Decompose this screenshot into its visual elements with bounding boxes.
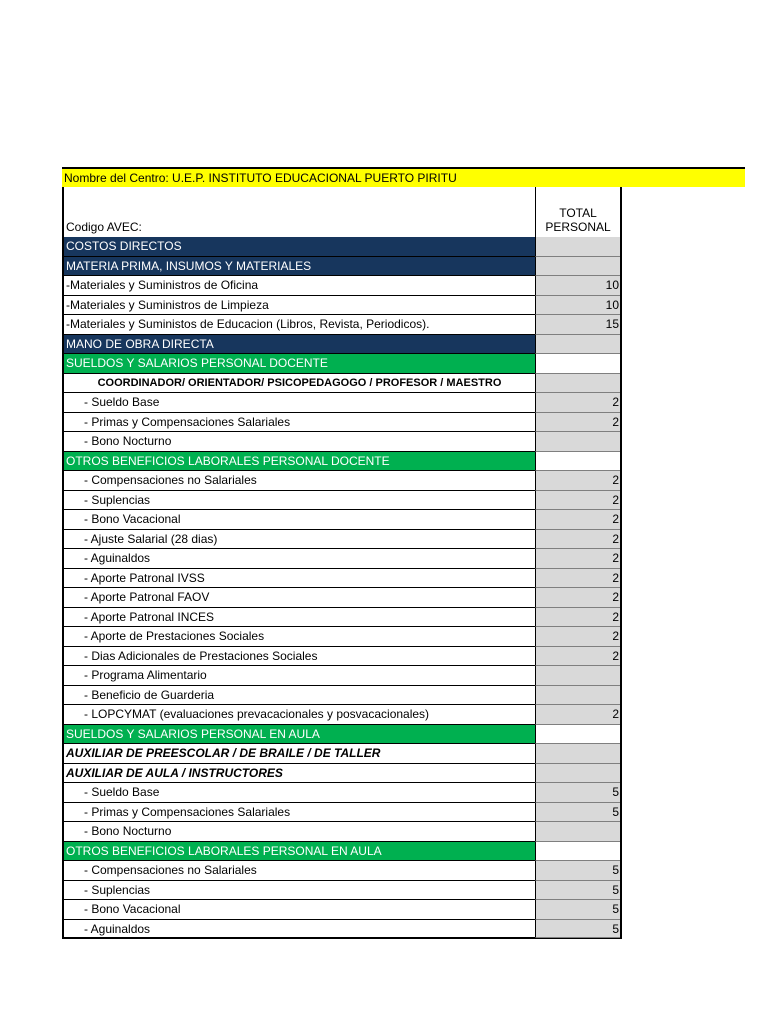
row-total-cell[interactable]: 2 (535, 569, 620, 589)
row-total-cell[interactable]: 2 (535, 627, 620, 647)
row-label: - Suplencias (64, 881, 535, 901)
row-total-cell[interactable] (535, 842, 620, 862)
table-row (62, 276, 622, 296)
row-label: - Bono Vacacional (64, 900, 535, 920)
row-total-cell[interactable] (535, 237, 620, 257)
row-total-cell[interactable]: 5 (535, 783, 620, 803)
row-label: - Suplencias (64, 491, 535, 511)
row-label: SUELDOS Y SALARIOS PERSONAL DOCENTE (64, 354, 535, 374)
table-row (62, 569, 622, 589)
row-total-cell[interactable]: 2 (535, 491, 620, 511)
row-total-cell[interactable]: 5 (535, 861, 620, 881)
row-label: - Compensaciones no Salariales (64, 861, 535, 881)
row-label: OTROS BENEFICIOS LABORALES PERSONAL EN AULA (64, 842, 535, 862)
table-row (62, 725, 622, 745)
row-label: - Aguinaldos (64, 549, 535, 569)
row-total-cell[interactable]: 15 (535, 315, 620, 335)
table-row (62, 842, 622, 862)
total-header-line1: TOTAL (559, 206, 597, 220)
row-total-cell[interactable]: 5 (535, 900, 620, 920)
row-label: - Aguinaldos (64, 920, 535, 939)
row-label: - Programa Alimentario (64, 666, 535, 686)
table-row (62, 627, 622, 647)
table-row (62, 861, 622, 881)
table-row (62, 608, 622, 628)
row-label: - Primas y Compensaciones Salariales (64, 803, 535, 823)
row-label: AUXILIAR DE PREESCOLAR / DE BRAILE / DE TALLER (64, 744, 535, 764)
row-total-cell[interactable]: 2 (535, 647, 620, 667)
row-total-cell[interactable]: 5 (535, 881, 620, 901)
row-label: -Materiales y Suministros de Limpieza (64, 296, 535, 316)
row-total-cell[interactable]: 5 (535, 803, 620, 823)
table-row (62, 881, 622, 901)
row-total-cell[interactable] (535, 666, 620, 686)
row-label: - Bono Nocturno (64, 822, 535, 842)
row-total-cell[interactable]: 10 (535, 276, 620, 296)
row-total-cell[interactable] (535, 822, 620, 842)
row-label: - LOPCYMAT (evaluaciones prevacacionales y posvacacionales) (64, 705, 535, 725)
row-total-cell[interactable] (535, 452, 620, 472)
table-row (62, 764, 622, 784)
table-row (62, 647, 622, 667)
row-total-cell[interactable]: 2 (535, 549, 620, 569)
center-name-title: Nombre del Centro: U.E.P. INSTITUTO EDUCACIONAL PUERTO PIRITU (62, 167, 745, 187)
row-total-cell[interactable] (535, 374, 620, 394)
row-label: - Ajuste Salarial (28 dias) (64, 530, 535, 550)
table-row (62, 705, 622, 725)
table-row (62, 783, 622, 803)
row-total-cell[interactable]: 2 (535, 471, 620, 491)
row-label: - Dias Adicionales de Prestaciones Sociales (64, 647, 535, 667)
row-label: - Compensaciones no Salariales (64, 471, 535, 491)
table-row (62, 393, 622, 413)
row-label: - Primas y Compensaciones Salariales (64, 413, 535, 433)
total-header-line2: PERSONAL (545, 220, 611, 234)
row-label: SUELDOS Y SALARIOS PERSONAL EN AULA (64, 725, 535, 745)
row-label: - Bono Nocturno (64, 432, 535, 452)
table-row (62, 335, 622, 355)
row-total-cell[interactable] (535, 432, 620, 452)
row-label: COORDINADOR/ ORIENTADOR/ PSICOPEDAGOGO / PROFESOR / MAESTRO (64, 374, 535, 394)
row-total-cell[interactable] (535, 686, 620, 706)
table-row (62, 471, 622, 491)
table-row (62, 491, 622, 511)
row-total-cell[interactable]: 10 (535, 296, 620, 316)
total-personal-header (535, 187, 620, 237)
row-total-cell[interactable]: 2 (535, 393, 620, 413)
table-row (62, 803, 622, 823)
table-row (62, 822, 622, 842)
table-header (62, 187, 622, 237)
table-row (62, 666, 622, 686)
row-label: - Sueldo Base (64, 783, 535, 803)
row-label: MATERIA PRIMA, INSUMOS Y MATERIALES (64, 257, 535, 277)
row-total-cell[interactable]: 5 (535, 920, 620, 939)
row-label: - Aporte Patronal FAOV (64, 588, 535, 608)
row-label: -Materiales y Suministos de Educacion (Libros, Revista, Periodicos). (64, 315, 535, 335)
table-row (62, 257, 622, 277)
row-label: - Beneficio de Guarderia (64, 686, 535, 706)
table-row (62, 900, 622, 920)
table-row (62, 413, 622, 433)
row-total-cell[interactable]: 2 (535, 608, 620, 628)
row-total-cell[interactable] (535, 354, 620, 374)
table-row (62, 588, 622, 608)
row-label: AUXILIAR DE AULA / INSTRUCTORES (64, 764, 535, 784)
row-total-cell[interactable] (535, 764, 620, 784)
row-total-cell[interactable] (535, 335, 620, 355)
row-label: - Aporte Patronal INCES (64, 608, 535, 628)
table-row (62, 549, 622, 569)
row-total-cell[interactable]: 2 (535, 510, 620, 530)
row-label: - Sueldo Base (64, 393, 535, 413)
table-row (62, 374, 622, 394)
table-row (62, 686, 622, 706)
table-row (62, 920, 622, 940)
row-total-cell[interactable]: 2 (535, 705, 620, 725)
cost-table (62, 237, 622, 939)
row-total-cell[interactable] (535, 744, 620, 764)
row-label: - Bono Vacacional (64, 510, 535, 530)
row-label: - Aporte Patronal IVSS (64, 569, 535, 589)
table-row (62, 530, 622, 550)
table-row (62, 315, 622, 335)
table-row (62, 354, 622, 374)
row-total-cell[interactable]: 2 (535, 530, 620, 550)
row-label: COSTOS DIRECTOS (64, 237, 535, 257)
row-label: - Aporte de Prestaciones Sociales (64, 627, 535, 647)
row-total-cell[interactable]: 2 (535, 588, 620, 608)
row-total-cell[interactable]: 2 (535, 413, 620, 433)
row-label: OTROS BENEFICIOS LABORALES PERSONAL DOCENTE (64, 452, 535, 472)
table-row (62, 744, 622, 764)
table-row (62, 452, 622, 472)
codigo-avec-label: Codigo AVEC: (66, 220, 142, 234)
row-label: MANO DE OBRA DIRECTA (64, 335, 535, 355)
table-row (62, 237, 622, 257)
row-total-cell[interactable] (535, 725, 620, 745)
table-row (62, 510, 622, 530)
table-row (62, 296, 622, 316)
table-row (62, 432, 622, 452)
row-label: -Materiales y Suministros de Oficina (64, 276, 535, 296)
row-total-cell[interactable] (535, 257, 620, 277)
